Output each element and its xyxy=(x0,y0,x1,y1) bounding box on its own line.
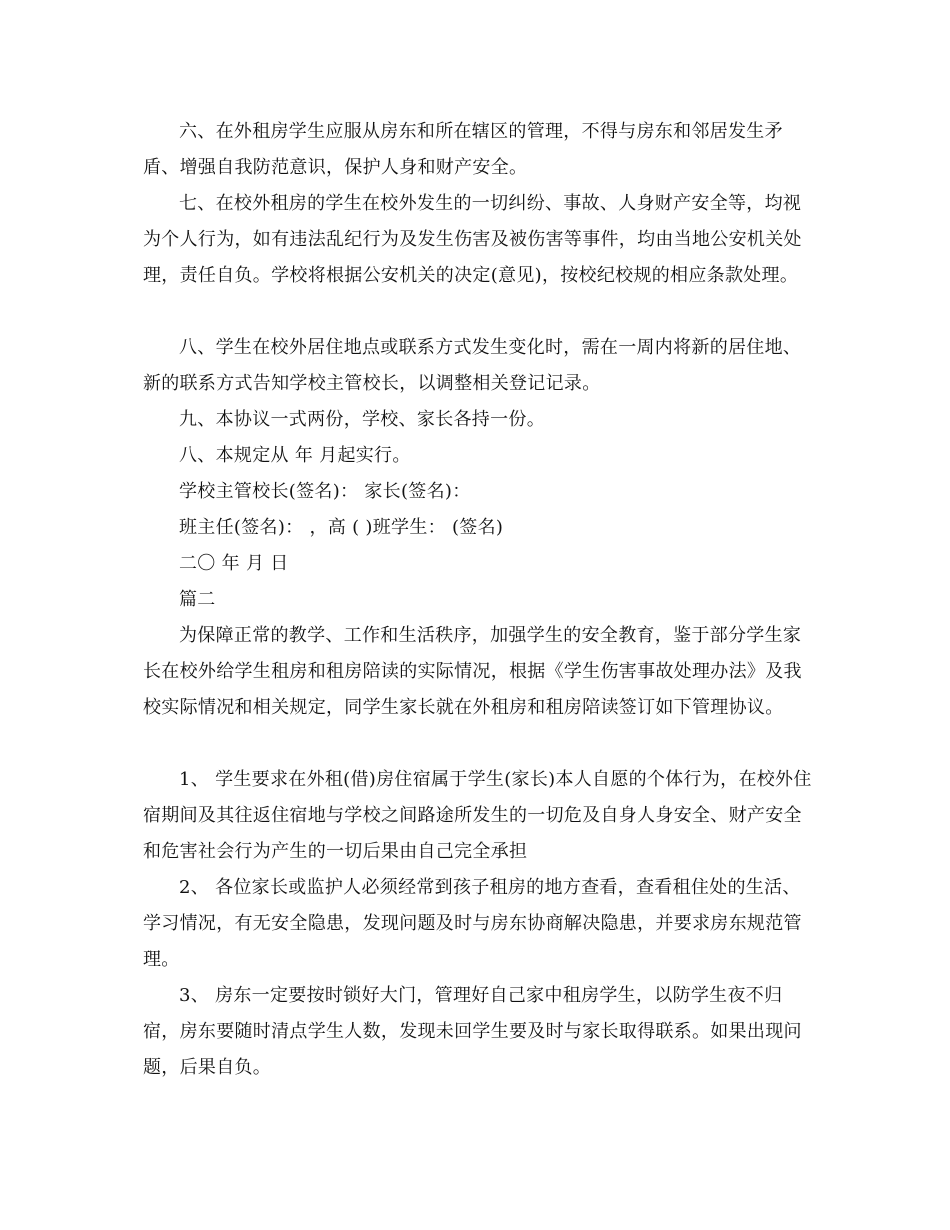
paragraph-article-7: 七、在校外租房的学生在校外发生的一切纠纷、事故、人身财产安全等，均视为个人行为，如有违法乱纪行为及发生伤害及被伤害等事件，均由当地公安机关处理，责任自负。学校将根据公安机关的决定(意见)，按校纪校规的相应条款处理。 xyxy=(143,193,802,286)
signature-line-principal-parent: 学校主管校长(签名)： 家长(签名)： xyxy=(179,481,471,502)
paragraph-article-6: 六、在外租房学生应服从房东和所在辖区的管理，不得与房东和邻居发生矛盾、增强自我防范意识，保护人身和财产安全。 xyxy=(143,121,783,178)
paragraph-article-9: 九、本协议一式两份，学校、家长各持一份。 xyxy=(179,409,545,430)
paragraph-item-2: 2、 各位家长或监护人必须经常到孩子租房的地方查看，查看租住处的生活、学习情况，有无安全隐患，发现问题及时与房东协商解决隐患，并要求房东规范管理。 xyxy=(143,877,802,970)
paragraph-article-8: 八、学生在校外居住地点或联系方式发生变化时，需在一周内将新的居住地、新的联系方式告知学校主管校长，以调整相关登记记录。 xyxy=(143,337,802,394)
date-line: 二〇 年 月 日 xyxy=(179,553,289,574)
paragraph-intro: 为保障正常的教学、工作和生活秩序，加强学生的安全教育，鉴于部分学生家长在校外给学生租房和租房陪读的实际情况，根据《学生伤害事故处理办法》及我校实际情况和相关规定，同学生家长就在外租房和租房陪读签订如下管理协议。 xyxy=(143,625,802,718)
signature-line-teacher-student: 班主任(签名)： ，高 ( )班学生： (签名) xyxy=(179,517,504,538)
paragraph-effective-date: 八、本规定从 年 月起实行。 xyxy=(179,445,411,466)
section-heading: 篇二 xyxy=(179,589,216,610)
paragraph-item-1: 1、 学生要求在外租(借)房住宿属于学生(家长)本人自愿的个体行为，在校外住宿期间及其往返住宿地与学校之间路途所发生的一切危及自身人身安全、财产安全和危害社会行为产生的一切后果由自己完全承担 xyxy=(143,769,812,862)
paragraph-item-3: 3、 房东一定要按时锁好大门，管理好自己家中租房学生，以防学生夜不归宿，房东要随时清点学生人数，发现未回学生要及时与家长取得联系。如果出现问题，后果自负。 xyxy=(143,985,802,1078)
